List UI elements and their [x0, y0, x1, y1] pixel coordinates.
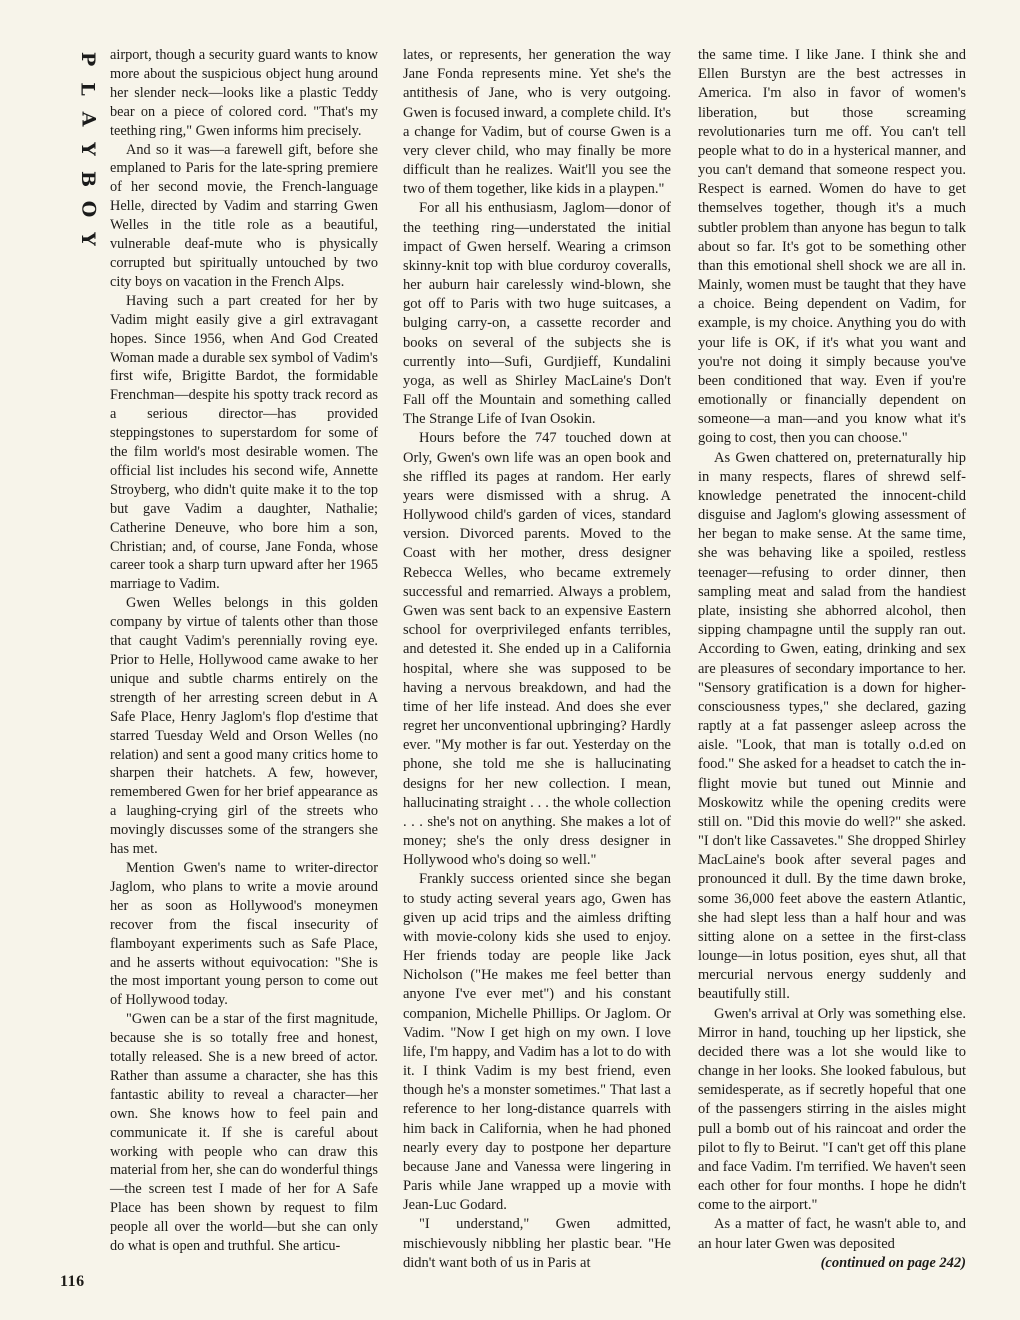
masthead-letter: Y	[76, 232, 99, 246]
paragraph: "I understand," Gwen admitted, mischievously nibbling her plastic bear. "He didn't want both of us in Paris at	[403, 1216, 671, 1271]
paragraph: Frankly success oriented since she began to study acting several years ago, Gwen has given up acid trips and the aimless drifting with movie-colony kids she used to enjoy. Her friends today are people like Jack Nicholson ("He makes me feel better than anyone I've ever met") and his constant companion, Michelle Phillips. Or Jaglom. Or Vadim. "Now I get high on my own. I love life, I'm happy, and Vadim has a lot to do with it. I think Vadim is my best friend, even though he's a monster sometimes." That last a reference to her long-distance quarrels with him back in California, when he had phoned nearly every day to postpone her departure because Jane and Vanessa were lingering in Paris while Jane wrapped up a movie with Jean-Luc Godard.	[403, 871, 671, 1214]
paragraph: airport, though a security guard wants to know more about the suspicious object hung around her slender neck—looks like a plastic Teddy bear on a piece of colored cord. "That's my teething ring," Gwen informs him precisely.	[110, 47, 378, 139]
paragraph: As Gwen chattered on, preternaturally hip in many respects, flares of shrewd self-knowledge penetrated the innocent-child disguise and Jaglom's glowing assessment of her began to make sense. At the same time, she was behaving like a spoiled, restless teenager—refusing to order dinner, then sampling meat and salad from the handiest plate, insisting she abhorred alcohol, then sipping champagne until the supply ran out. According to Gwen, eating, drinking and sex are pleasures of secondary importance to her. "Sensory gratification is a down for higher-consciousness types," she declared, gazing raptly at a fat passenger asleep across the aisle. "Look, that man is totally o.d.ed on food." She asked for a headset to catch the in-flight movie but tuned out Minnie and Moskowitz while the opening credits were still on. "Did this movie do well?" she asked. "I don't like Cassavetes." She dropped Shirley MacLaine's book after several pages and pronounced it dull. By the time dawn broke, some 36,000 feet above the eastern Atlantic, she had slept less than a half hour and was sitting alone on a settee in the first-class lounge—in lotus position, eyes shut, all that mercurial nervous energy suddenly and beautifully still.	[698, 449, 966, 1003]
continued-note: (continued on page 242)	[820, 1254, 966, 1271]
masthead-letter: L	[76, 82, 99, 96]
paragraph: Mention Gwen's name to writer-director Jaglom, who plans to write a movie around her as soon as Hollywood's moneymen recover from the fiscal insecurity of flamboyant experiments such as Safe Place, and he asserts without equivocation: "She is the most important young person to come out of Hollywood today.	[110, 859, 378, 1009]
page-number: 116	[60, 1273, 85, 1290]
paragraph: the same time. I like Jane. I think she and Ellen Burstyn are the best actresses in America. I'm also in favor of women's liberation, but those screaming revolutionaries turn me off. You can't tell people what to do in a hysterical manner, and you can't demand that someone respect you. Respect is earned. Women do have to get themselves together, though it's a much subtler problem than anyone has begun to talk about so far. It's got to be something other than this emotional shell shock we are all in. Mainly, women must be taught that they have a choice. Being dependent on Vadim, for example, is my choice. Anything you do with your life is OK, if it's what you want and you're not doing it simply because you've been conditioned that way. Even if you're emotionally or financially dependent on someone—a man—and you know what it's going to cost, then you can choose."	[698, 47, 966, 447]
paragraph: "Gwen can be a star of the first magnitude, because she is so totally free and honest, totally released. She is a new breed of actor. Rather than assume a character, she has this fantastic ability to reveal a character—her own. She knows how to feel pain and communicate it. If she is careful about working with people who can draw this material from her, she can do wonderful things—the screen test I made of her for A Safe Place has been shown by request to film people all over the world—but she can only do what is open and truthful. She articu-	[110, 1011, 378, 1255]
paragraph: lates, or represents, her generation the way Jane Fonda represents mine. Yet she's the antithesis of Jane, who is very outgoing. Gwen is focused inward, a complete child. It's a change for Vadim, but of course Gwen is a very clever child, who may finally be more difficult than he realizes. Wait'll you see the two of them together, like kids in a playpen."	[403, 47, 671, 198]
masthead-letter: O	[77, 200, 99, 218]
text-column-3	[698, 46, 966, 1273]
text-column-2	[403, 46, 671, 1273]
masthead-letter: B	[77, 170, 99, 188]
masthead-logo	[74, 44, 102, 254]
paragraph: For all his enthusiasm, Jaglom—donor of the teething ring—understated the initial impact of Gwen herself. Wearing a crimson skinny-knit top with blue corduroy coveralls, her auburn hair carelessly wind-blown, she got off to Paris with two huge suitcases, a bulging carry-on, a cassette recorder and books on several of the subjects she is currently into—Sufi, Gurdjieff, Kundalini yoga, as well as Shirley MacLaine's Don't Fall off the Mountain and something called The Strange Life of Ivan Osokin.	[403, 200, 671, 428]
paragraph: As a matter of fact, he wasn't able to, and an hour later Gwen was deposited	[698, 1216, 966, 1252]
paragraph: Having such a part created for her by Vadim might easily give a girl extravagant hopes. Since 1956, when And God Created Woman made a durable sex symbol of Vadim's first wife, Brigitte Bardot, the formidable Frenchman—despite his spotty track record as a serious director—has provided steppingstones to superstardom for some of the film world's most desirable women. The official list includes his second wife, Annette Stroyberg, who didn't quite make it to the top but gave Vadim a daughter, Nathalie; Catherine Deneuve, who bore him a son, Christian; and, of course, Jane Fonda, whose career took a sharp turn upward after her 1965 marriage to Vadim.	[110, 292, 378, 593]
paragraph: And so it was—a farewell gift, before she emplaned to Paris for the late-spring premiere of her second movie, the French-language Helle, directed by Vadim and starring Gwen Welles in the title role as a beautiful, vulnerable deaf-mute who is physically corrupted but spiritually untouched by two city boys on vacation in the French Alps.	[110, 141, 378, 290]
paragraph: Hours before the 747 touched down at Orly, Gwen's own life was an open book and she riffled its pages at random. Her early years were dismissed with a shrug. A Hollywood child's garden of vices, standard version. Divorced parents. Moved to the Coast with her mother, dress designer Rebecca Welles, who became extremely successful and remarried. Always a problem, Gwen was sent back to an expensive Eastern school for overprivileged enfants terribles, and detested it. She ended up in a California hospital, where she was supposed to be having a nervous breakdown, and had the time of her life instead. And does she ever regret her unconventional upbringing? Hardly ever. "My mother is far out. Yesterday on the phone, she told me she is hallucinating designs for her new collection. I mean, hallucinating straight . . . the whole collection . . . she's not on anything. She makes a lot of money; she's the only dress designer in Hollywood who's doing so well."	[403, 430, 671, 869]
text-column-1	[110, 46, 378, 1256]
masthead-letter: P	[76, 51, 99, 67]
paragraph: Gwen's arrival at Orly was something else. Mirror in hand, touching up her lipstick, she decided there was a lot she would like to change in her looks. She looked fabulous, but semidesperate, as if secretly hopeful that one of the passengers stirring in the aisles might pull a bomb out of his raincoat and order the pilot to fly to Beirut. "I can't get off this plane and face Vadim. I'm terrified. We haven't seen each other for four months. I hope he didn't come to the airport."	[698, 1005, 966, 1214]
paragraph: Gwen Welles belongs in this golden company by virtue of talents other than those that caught Vadim's perennially roving eye. Prior to Helle, Hollywood came awake to her unique and subtle charms entirely on the strength of her arresting screen debut in A Safe Place, Henry Jaglom's flop d'estime that starred Tuesday Weld and Orson Welles (no relation) and sent a good many critics home to sharpen their hatchets. A few, however, remembered Gwen for her brief appearance as a laughing-crying girl of the streets who movingly discusses some of the strangers she has met.	[110, 595, 378, 858]
masthead-letter: A	[77, 111, 99, 127]
masthead-letter: Y	[76, 142, 99, 156]
